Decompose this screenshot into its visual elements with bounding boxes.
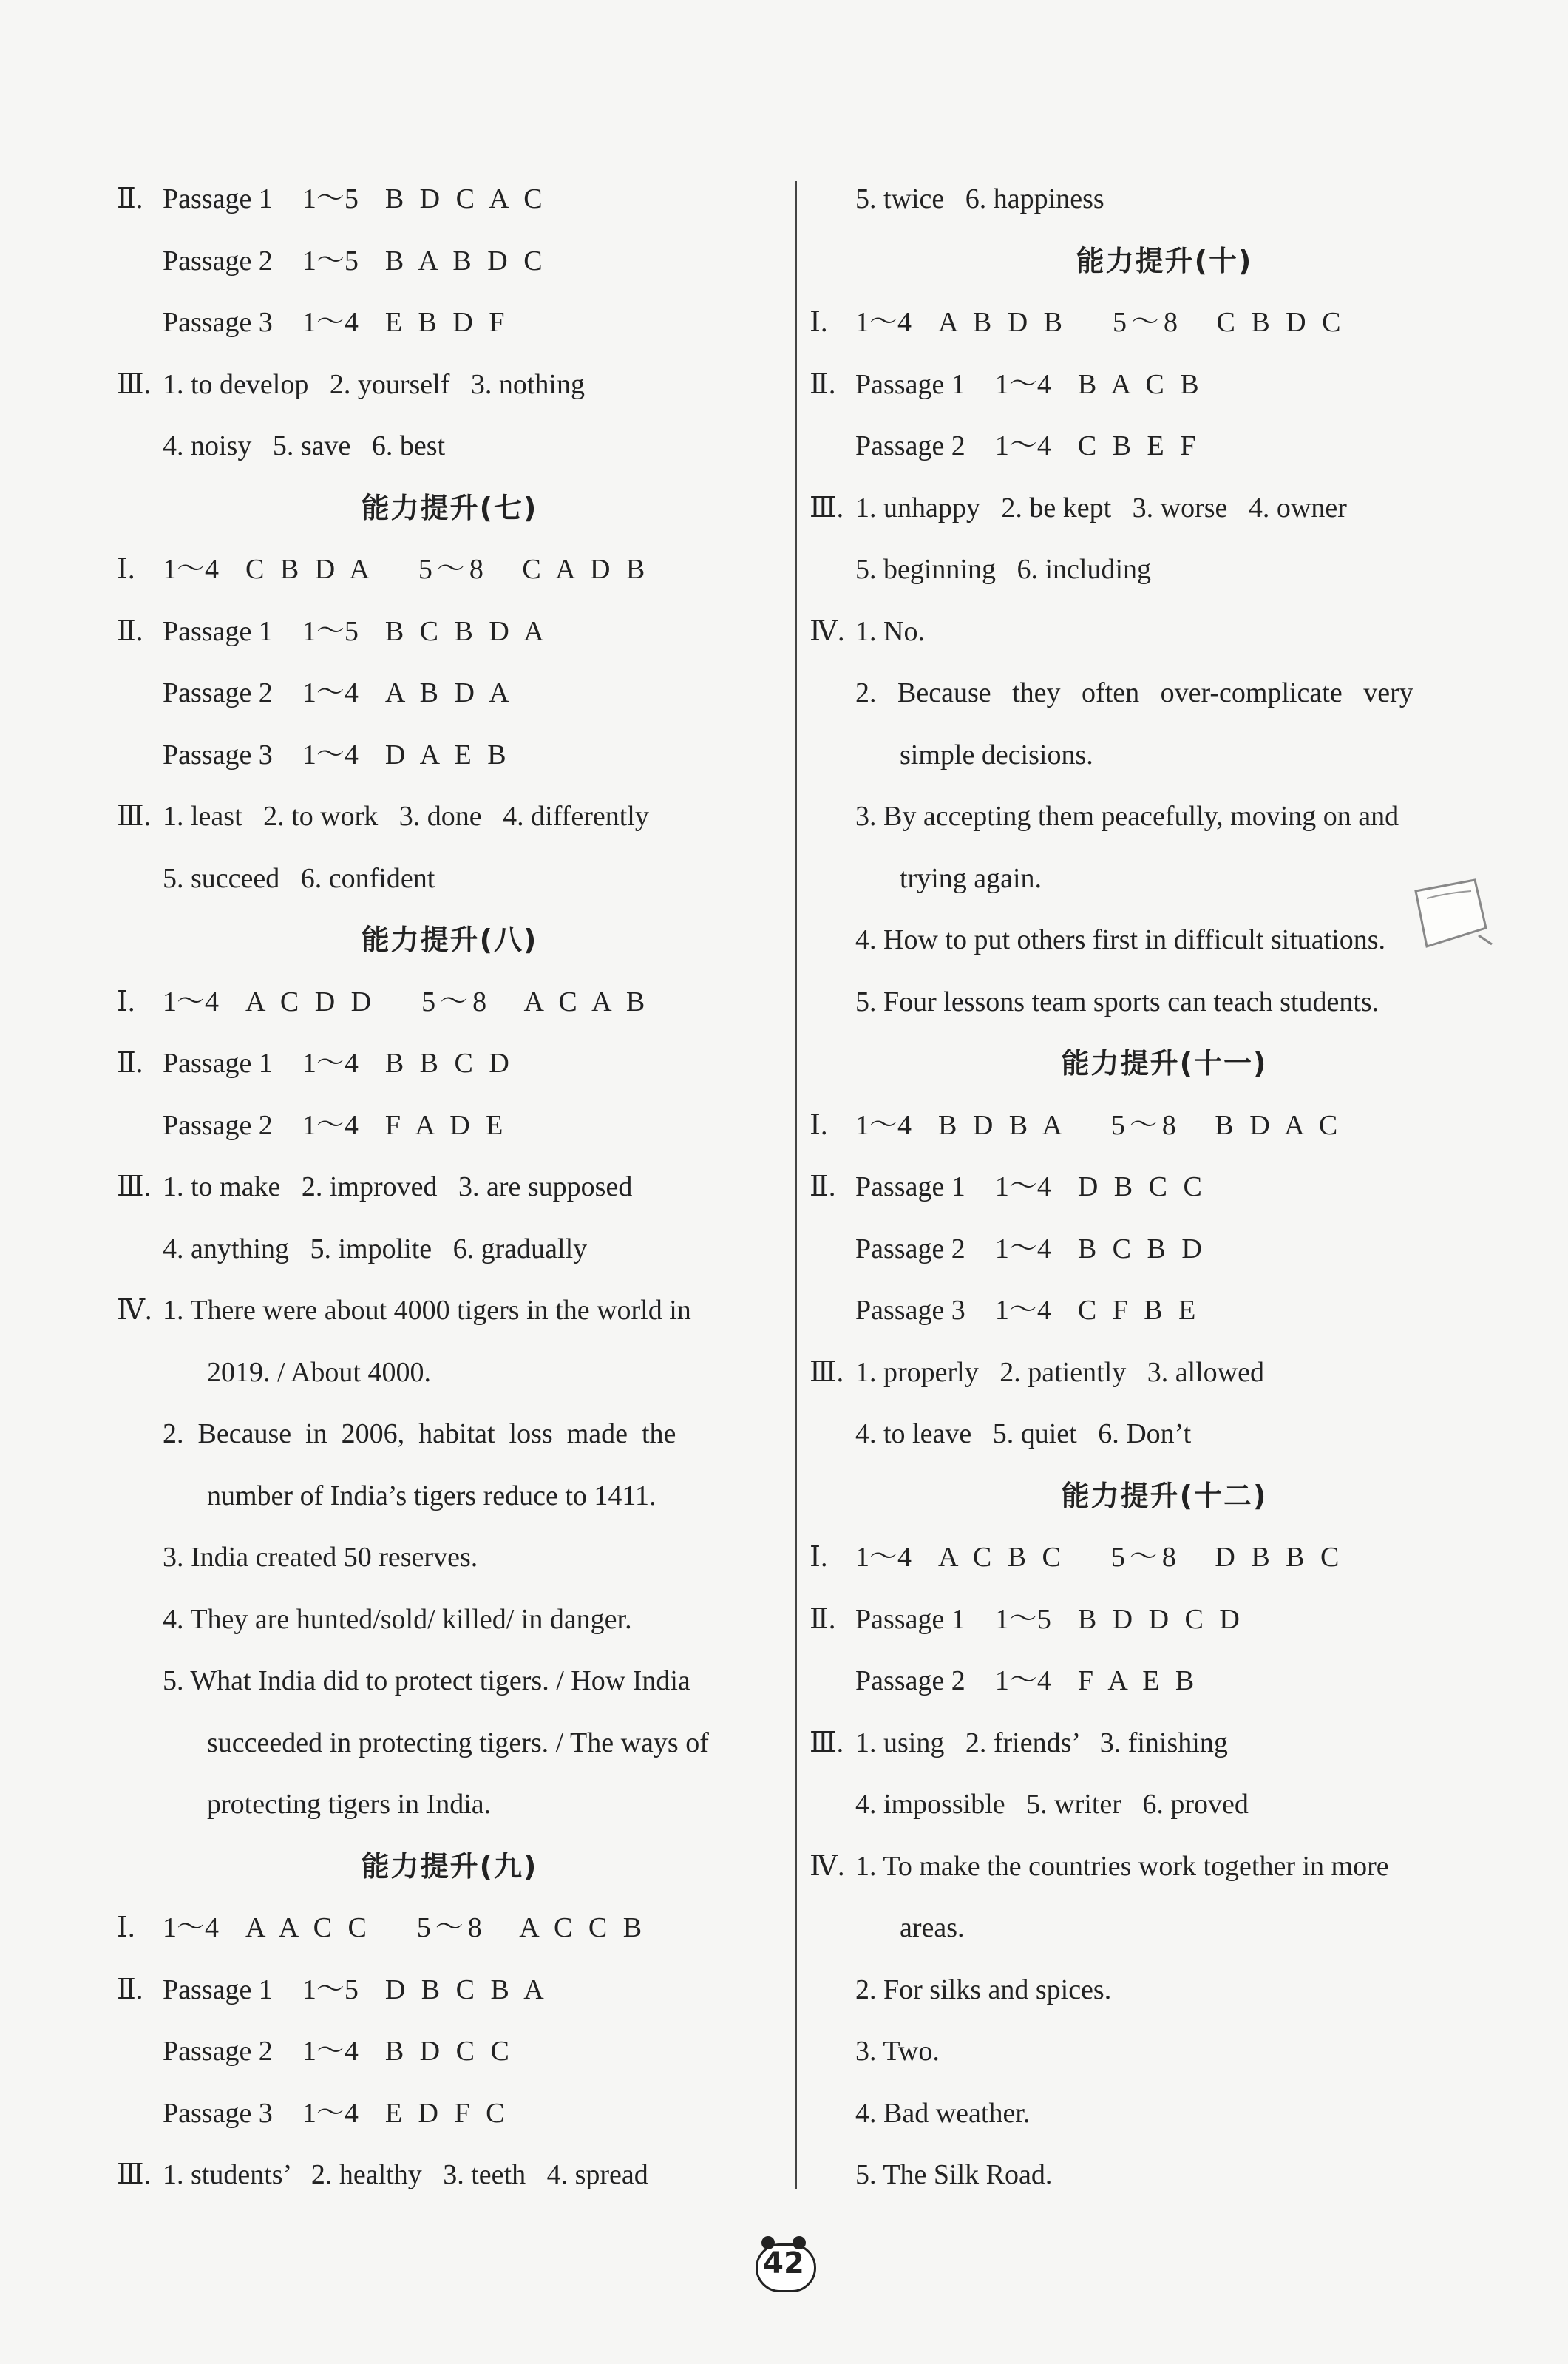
answer-text: succeeded in protecting tigers. / The ways of [207,1727,709,1758]
answer-line [117,1589,782,1651]
roman-numeral: Ⅲ. [117,1171,152,1202]
answer-line [117,2083,782,2145]
answer-text: protecting tigers in India. [207,1789,492,1820]
answer-letters: F A D E [384,1109,508,1141]
answer-text: 5. twice 6. happiness [855,183,1104,214]
answer-letters: A C D D 5～8 A C A B [245,986,650,1017]
answer-line [117,1960,782,2022]
question-range: 1～5 [302,245,359,277]
roman-numeral: Ⅰ. [810,1109,828,1141]
roman-numeral: Ⅰ. [810,307,828,338]
answer-text: Passage 3 [163,739,273,770]
answer-text: 3. India created 50 reserves. [163,1542,478,1573]
answer-letters: D A E B [384,739,511,770]
question-range: 1～4 [302,1109,359,1141]
roman-numeral: Ⅲ. [117,368,152,400]
answer-line [117,1527,782,1589]
question-range: 1～4 [302,677,359,708]
answer-line [810,601,1519,663]
answer-text: 1. to develop 2. yourself 3. nothing [163,368,585,400]
roman-numeral: Ⅰ. [117,986,135,1017]
answer-letters: B D C C [384,2036,514,2067]
answer-text: simple decisions. [900,739,1093,770]
answer-line [810,539,1519,601]
section-heading: 能力提升(十) [1076,244,1253,277]
answer-line [810,786,1519,848]
answer-letters: B C B D A [384,615,549,647]
question-range: 1～4 [302,1048,359,1079]
answer-text: Passage 2 [163,1109,273,1141]
answer-letters: D B C B A [384,1974,549,2005]
roman-numeral: Ⅱ. [117,183,143,214]
answer-line [810,1527,1519,1589]
answer-letters: B C B D [1077,1233,1206,1264]
answer-line [117,972,782,1034]
answer-line [117,169,782,231]
roman-numeral: Ⅱ. [810,1171,836,1202]
answer-text: 5. succeed 6. confident [163,862,435,894]
question-range: 1～4 [302,307,359,338]
answer-line [810,2144,1519,2206]
answer-text: Passage 2 [855,1665,965,1696]
answer-line [117,1342,782,1404]
answer-letters: B D B A 5～8 B D A C [938,1109,1343,1141]
answer-text: 1. There were about 4000 tigers in the world in [163,1295,691,1326]
answer-text: 1～4 [855,1542,912,1573]
roman-numeral: Ⅱ. [117,1048,143,1079]
answer-line [810,1342,1519,1404]
answer-letters: E B D F [384,307,509,338]
answer-text: 1. unhappy 2. be kept 3. worse 4. owner [855,492,1347,524]
answer-text: 4. They are hunted/sold/ killed/ in danger. [163,1603,632,1635]
answer-text: 1. properly 2. patiently 3. allowed [855,1356,1264,1388]
answer-letters: E D F C [384,2097,509,2129]
roman-numeral: Ⅳ. [117,1295,152,1326]
section-heading: 能力提升(七) [361,491,538,524]
answer-text: 1～4 [163,986,220,1017]
question-range: 1～4 [302,2097,359,2129]
answer-line [117,416,782,478]
answer-text: 4. impossible 5. writer 6. proved [855,1789,1249,1820]
answer-text: 3. Two. [855,2036,940,2067]
answer-text: Passage 1 [163,615,273,647]
right-column [810,169,1519,2206]
answer-line [810,292,1519,354]
answer-line [810,663,1519,725]
answer-letters: C F B E [1077,1295,1201,1326]
answer-letters: C B E F [1077,430,1201,461]
answer-text: 4. Bad weather. [855,2097,1031,2129]
roman-numeral: Ⅱ. [810,1603,836,1635]
answer-line [117,1650,782,1713]
answer-line [117,848,782,910]
answer-letters: A B D B 5～8 C B D C [938,307,1345,338]
answer-text: 1～4 [163,1912,220,1943]
answer-line [117,231,782,293]
answer-line [810,354,1519,416]
answer-line [810,1650,1519,1713]
answer-text: Passage 2 [855,430,965,461]
answer-text: 3. By accepting them peacefully, moving on and [855,801,1399,832]
answer-text: Passage 3 [855,1295,965,1326]
answer-text: 1. using 2. friends’ 3. finishing [855,1727,1228,1758]
answer-text: Passage 2 [163,677,273,708]
answer-line [117,1713,782,1775]
answer-text: 1. To make the countries work together in more [855,1850,1389,1882]
answer-text: 2019. / About 4000. [207,1356,431,1388]
answer-letters: A B D A [384,677,514,708]
answer-text: Passage 1 [163,1048,273,1079]
answer-line [117,354,782,416]
answer-line [117,663,782,725]
answer-line [810,1713,1519,1775]
answer-line [810,478,1519,540]
answer-line [117,1774,782,1836]
answer-line [117,1033,782,1095]
answer-text: 1～4 [855,307,912,338]
answer-text: areas. [900,1912,965,1943]
page-number [739,2241,828,2292]
answer-text: 4. noisy 5. save 6. best [163,430,446,461]
question-range: 1～4 [994,430,1051,461]
answer-line [810,1960,1519,2022]
answer-text: 4. How to put others first in difficult situations. [855,924,1386,955]
answer-line [117,292,782,354]
question-range: 1～5 [302,183,359,214]
answer-text: 1. least 2. to work 3. done 4. differently [163,801,649,832]
question-range: 1～4 [994,1171,1051,1202]
answer-letters: C B D A 5～8 C A D B [245,554,650,585]
answer-text: Passage 1 [855,1171,965,1202]
answer-line [117,1219,782,1281]
roman-numeral: Ⅲ. [117,2159,152,2190]
answer-line [117,539,782,601]
answer-line [810,1280,1519,1342]
answer-line [117,2021,782,2083]
answer-line [810,169,1519,231]
roman-numeral: Ⅳ. [810,1850,845,1882]
answer-letters: A C B C 5～8 D B B C [938,1542,1344,1573]
roman-numeral: Ⅲ. [117,801,152,832]
roman-numeral: Ⅱ. [117,1974,143,2005]
answer-line [810,1219,1519,1281]
page-number-text: 42 [763,2246,804,2280]
section-heading: 能力提升(八) [361,924,538,956]
section-heading: 能力提升(九) [361,1849,538,1883]
answer-line [117,725,782,787]
answer-text: 2. For silks and spices. [855,1974,1112,2005]
question-range: 1～4 [994,1233,1051,1264]
question-range: 1～4 [994,368,1051,400]
answer-line [117,1466,782,1528]
section-heading: 能力提升(十一) [1061,1047,1268,1080]
answer-line [810,2083,1519,2145]
answer-text: 1. to make 2. improved 3. are supposed [163,1171,633,1202]
answer-line [117,601,782,663]
roman-numeral: Ⅰ. [810,1542,828,1573]
answer-line [117,1403,782,1466]
answer-text: 2. Because in 2006, habitat loss made the [163,1418,676,1449]
answer-text: Passage 1 [163,183,273,214]
left-column [117,169,782,2206]
roman-numeral: Ⅲ. [810,492,844,524]
answer-text: 2. Because they often over-complicate very [855,677,1413,708]
answer-line [810,1836,1519,1898]
answer-text: 1. No. [855,615,925,647]
answer-letters: B A C B [1077,368,1204,400]
answer-text: trying again. [900,862,1042,894]
answer-text: 1～4 [855,1109,912,1141]
watermark-stamp [1405,876,1493,958]
answer-line [810,1095,1519,1157]
answer-line [810,972,1519,1034]
answer-line [117,1280,782,1342]
answer-text: Passage 2 [163,2036,273,2067]
answer-line [810,725,1519,787]
roman-numeral: Ⅰ. [117,554,135,585]
answer-text: 1. students’ 2. healthy 3. teeth 4. spread [163,2159,648,2190]
answer-text: Passage 1 [855,1603,965,1635]
answer-line [810,416,1519,478]
answer-line [810,2021,1519,2083]
roman-numeral: Ⅲ. [810,1727,844,1758]
answer-text: Passage 3 [163,2097,273,2129]
answer-letters: B B C D [384,1048,514,1079]
answer-line [117,1897,782,1960]
answer-text: Passage 1 [855,368,965,400]
answer-letters: B D D C D [1077,1603,1244,1635]
question-range: 1～4 [994,1295,1051,1326]
answer-text: Passage 2 [855,1233,965,1264]
answer-text: 5. beginning 6. including [855,554,1152,585]
question-range: 1～4 [994,1665,1051,1696]
answer-text: number of India’s tigers reduce to 1411. [207,1480,656,1511]
answer-line [117,786,782,848]
question-range: 1～4 [302,2036,359,2067]
answer-text: 4. anything 5. impolite 6. gradually [163,1233,588,1264]
answer-text: 5. Four lessons team sports can teach students. [855,986,1379,1017]
roman-numeral: Ⅱ. [810,368,836,400]
answer-letters: D B C C [1077,1171,1206,1202]
answer-text: 1～4 [163,554,220,585]
roman-numeral: Ⅳ. [810,615,845,647]
section-heading: 能力提升(十二) [1061,1479,1268,1512]
roman-numeral: Ⅲ. [810,1356,844,1388]
answer-line [810,1589,1519,1651]
answer-text: 5. What India did to protect tigers. / How India [163,1665,690,1696]
answer-text: Passage 2 [163,245,273,277]
question-range: 1～5 [302,615,359,647]
answer-letters: B A B D C [384,245,547,277]
column-divider [795,181,797,2189]
answer-line [117,1095,782,1157]
answer-line [810,1403,1519,1466]
answer-line [117,1156,782,1219]
answer-letters: F A E B [1077,1665,1199,1696]
answer-letters: A A C C 5～8 A C C B [245,1912,647,1943]
answer-line [117,2144,782,2206]
answer-letters: B D C A C [384,183,547,214]
answer-text: 4. to leave 5. quiet 6. Don’t [855,1418,1192,1449]
answer-line [810,1774,1519,1836]
answer-line [810,1156,1519,1219]
question-range: 1～5 [302,1974,359,2005]
question-range: 1～4 [302,739,359,770]
question-range: 1～5 [994,1603,1051,1635]
answer-text: Passage 3 [163,307,273,338]
answer-text: 5. The Silk Road. [855,2159,1053,2190]
answer-line [810,1897,1519,1960]
answer-text: Passage 1 [163,1974,273,2005]
roman-numeral: Ⅱ. [117,615,143,647]
roman-numeral: Ⅰ. [117,1912,135,1943]
